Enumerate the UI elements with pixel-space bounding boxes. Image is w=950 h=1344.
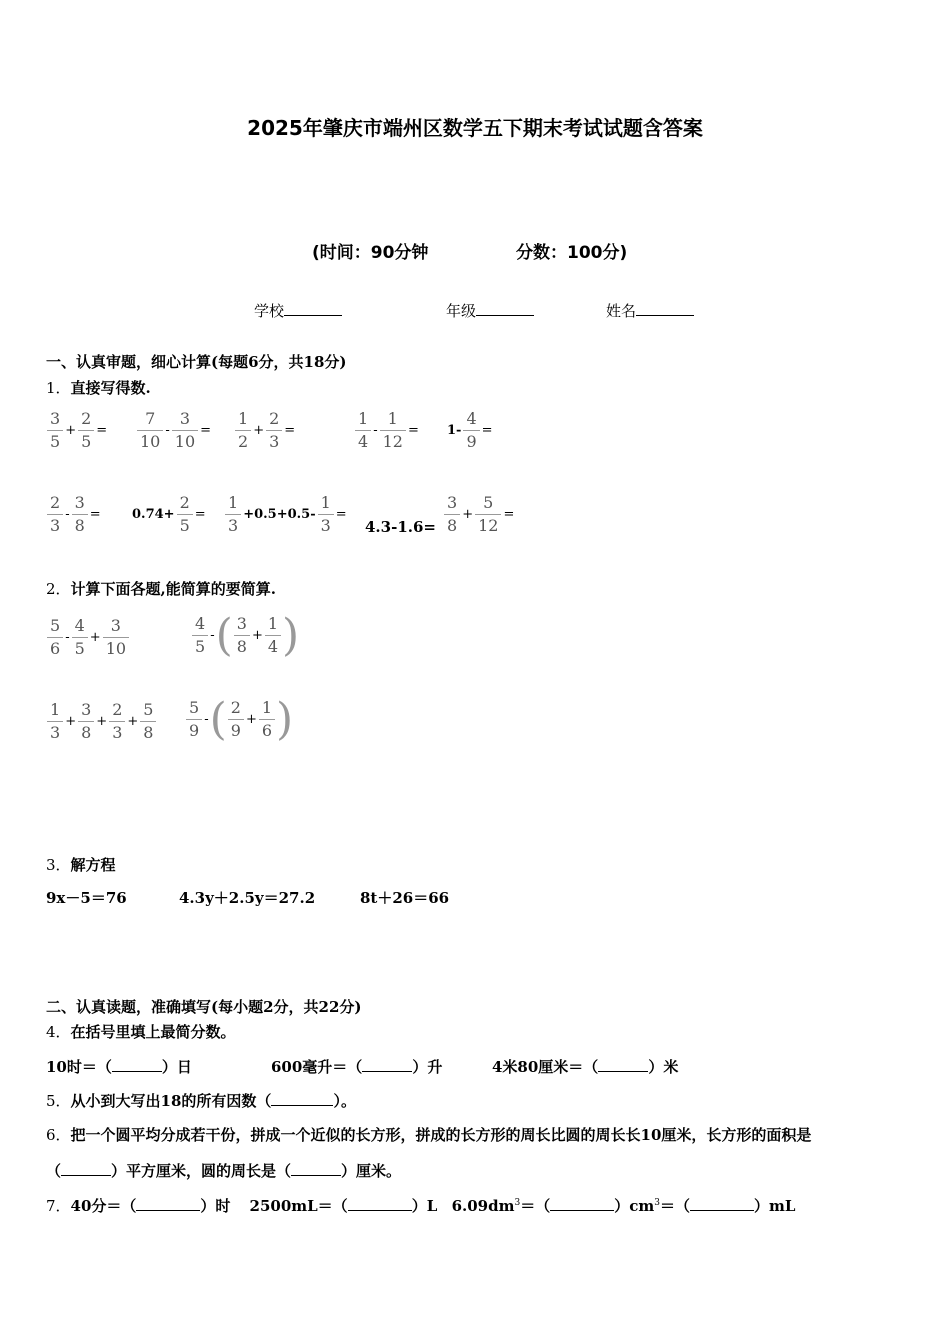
q1-item-2: 7 10 - $\frac{3}{10}$ =	[136, 408, 212, 453]
question-6: 6．把一个圆平均分成若干份，拼成一个近似的长方形，拼成的长方形的周长比圆的周长长10厘米，长方形的面积是	[46, 1126, 812, 1144]
equation-1: 9x－5＝76	[46, 889, 127, 907]
q2-item-3: 1 3 + $\frac{3}{8}$ + $\frac{2}{3}$ + $\frac{5}{8}$	[46, 699, 157, 744]
q2-item-4: 5 9 - ( 2 9 + $\frac{1}{6}$ )	[185, 697, 293, 742]
name-label: 姓名	[606, 302, 637, 320]
school-label: 学校	[254, 302, 285, 320]
question-7: 7．40分＝（ ）时 2500mL＝（ ）L $6.09dm^3=$（ ）$cm^3=$（ ）mL	[46, 1197, 796, 1215]
question-2: 2．计算下面各题,能简算的要简算.	[46, 580, 276, 598]
q1-item-9: 4.3-1.6=	[365, 518, 436, 536]
exam-score: 分数：100分)	[516, 243, 628, 263]
q1-item-7: 0.74+ $\frac{2}{5}$ =	[132, 493, 206, 535]
q4-item-3: 4米80厘米＝（ ）米	[492, 1058, 679, 1076]
q1-item-3: 1 2 + $\frac{2}{3}$ =	[234, 408, 296, 453]
q2-item-1: 5 6 - 4 5 + $\frac{3}{10}$	[46, 615, 130, 660]
question-3: 3．解方程	[46, 856, 116, 874]
page-title: 2025年肇庆市端州区数学五下期末考试试题含答案	[247, 116, 703, 140]
q4-item-1: 10时＝（ ）日	[46, 1058, 192, 1076]
question-5: 5．从小到大写出18的所有因数（ ）。	[46, 1092, 356, 1110]
question-1: 1．直接写得数.	[46, 379, 151, 397]
q1-item-10: 3 8 + $\frac{5}{12}$ =	[443, 492, 515, 537]
left-paren: (	[215, 609, 233, 661]
left-paren: (	[209, 693, 227, 745]
q1-item-4: 1 4 - $\frac{1}{12}$ =	[354, 408, 420, 453]
name-field[interactable]	[606, 300, 694, 321]
section1-heading: 一、认真审题，细心计算(每题6分，共18分)	[46, 353, 347, 371]
q1-item-6: 2 3 - $\frac{3}{8}$ =	[46, 492, 102, 537]
section2-heading: 二、认真读题，准确填写(每小题2分，共22分)	[46, 998, 362, 1016]
equation-3: 8t＋26＝66	[360, 889, 450, 907]
q4-item-2: 600毫升＝（ ）升	[271, 1058, 443, 1076]
equation-2: 4.3y＋2.5y＝27.2	[179, 889, 316, 907]
question-4: 4．在括号里填上最简分数。	[46, 1023, 236, 1041]
q1-item-5: 1- $\frac{4}{9}$ =	[447, 409, 493, 451]
q2-item-2: 4 5 - ( 3 8 + $\frac{1}{4}$ )	[191, 613, 299, 658]
right-paren: )	[282, 609, 300, 661]
right-paren: )	[276, 693, 294, 745]
grade-field[interactable]	[446, 300, 534, 321]
q1-item-8: 1 3 +0.5+0.5- $\frac{1}{3}$ =	[224, 492, 348, 537]
exam-time: (时间：90分钟	[312, 243, 429, 263]
grade-label: 年级	[446, 302, 477, 320]
q1-item-1: 3 5 + $\frac{2}{5}$ =	[46, 408, 108, 453]
school-field[interactable]	[254, 300, 342, 321]
question-6-line2: （ ）平方厘米，圆的周长是（ ）厘米。	[46, 1162, 402, 1180]
